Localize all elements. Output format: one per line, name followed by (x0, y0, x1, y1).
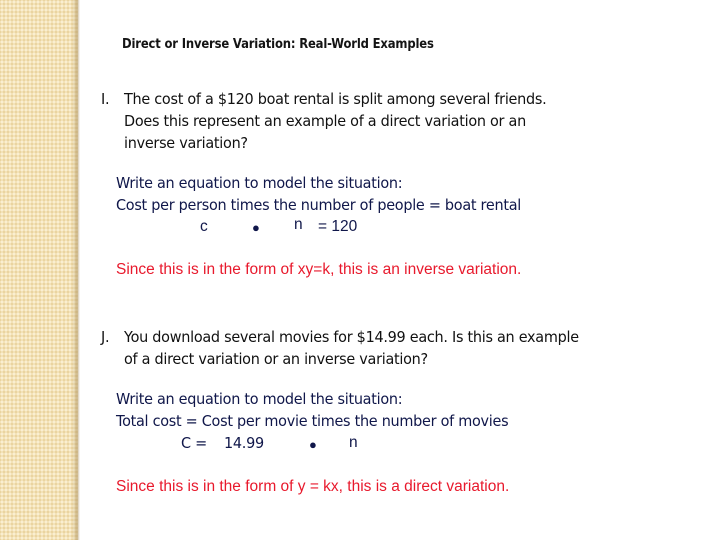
problem-i-var-c: c (200, 218, 208, 235)
problem-i-model: Cost per person times the number of people = boat rental (116, 196, 522, 214)
problem-j-answer: Since this is in the form of y = kx, this is a direct variation. (116, 478, 510, 495)
multiply-dot: ● (309, 437, 317, 452)
problem-j-line-2: of a direct variation or an inverse variation? (124, 350, 428, 368)
problem-i-marker: I. (101, 90, 110, 108)
problem-j-line-1: You download several movies for $14.99 each. Is this an example (124, 328, 579, 346)
problem-j-lhs: C = (181, 434, 207, 452)
problem-i-line-2: Does this represent an example of a direct variation or an (124, 112, 526, 130)
multiply-dot: ● (252, 220, 260, 235)
problem-j-coef: 14.99 (224, 434, 264, 452)
problem-i-line-1: The cost of a $120 boat rental is split among several friends. (124, 90, 547, 108)
problem-j-var-n: n (349, 434, 358, 451)
problem-j-prompt: Write an equation to model the situation: (116, 390, 403, 408)
problem-j-marker: J. (101, 328, 110, 346)
problem-i-var-n: n (294, 216, 303, 233)
problem-j-model: Total cost = Cost per movie times the number of movies (116, 412, 509, 430)
sidebar-shadow (72, 0, 80, 540)
problem-i-line-3: inverse variation? (124, 134, 248, 152)
slide-title: Direct or Inverse Variation: Real-World Examples (122, 36, 434, 52)
decorative-sidebar (0, 0, 78, 540)
problem-i-rhs: = 120 (318, 218, 358, 235)
problem-i-prompt: Write an equation to model the situation: (116, 174, 403, 192)
problem-i-answer: Since this is in the form of xy=k, this is an inverse variation. (116, 261, 522, 278)
